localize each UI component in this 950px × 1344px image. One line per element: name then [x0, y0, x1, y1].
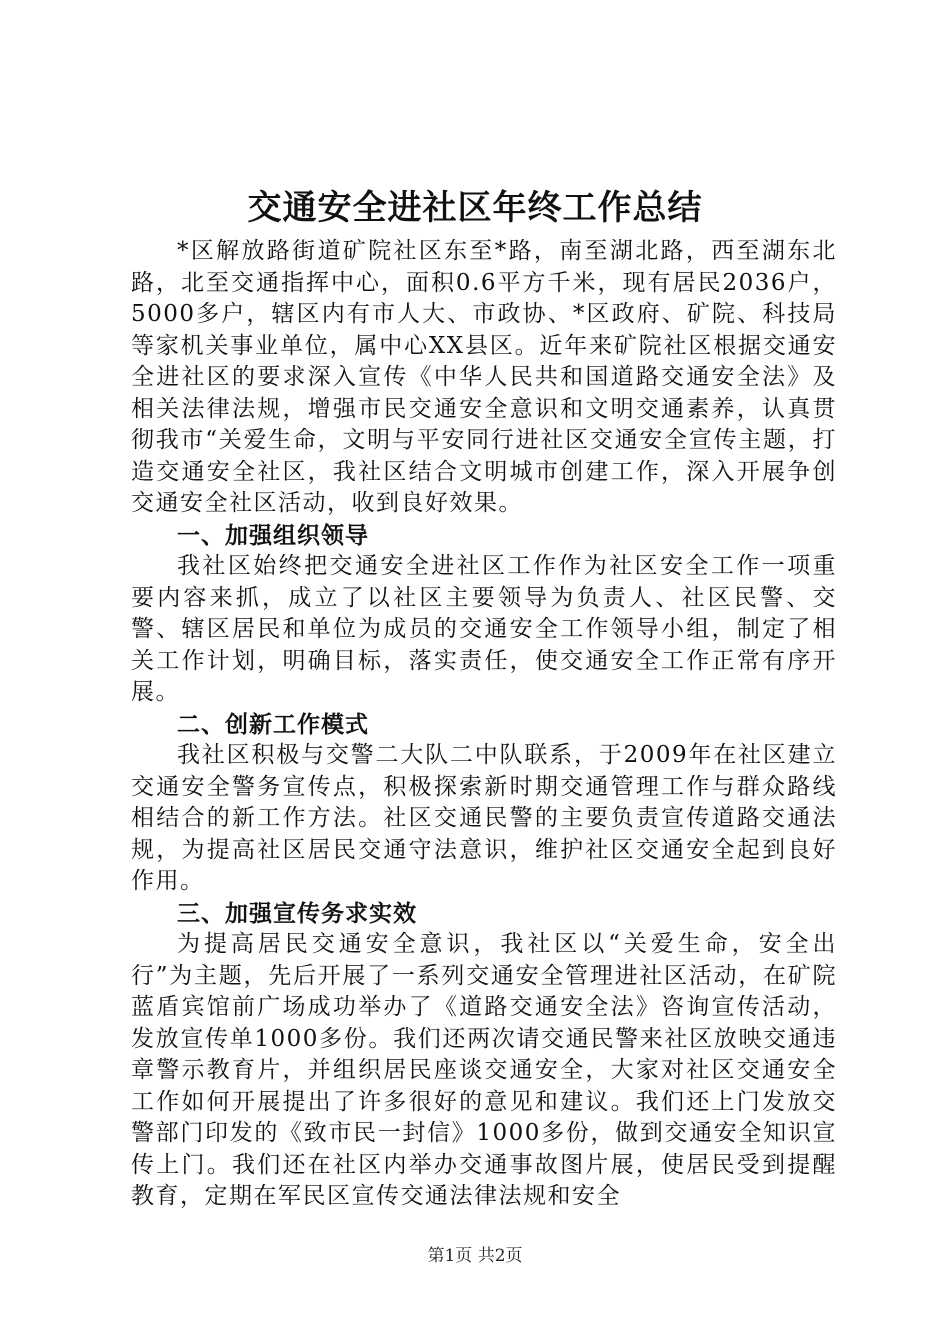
section-paragraph-3: 为提高居民交通安全意识，我社区以“关爱生命，安全出行”为主题，先后开展了一系列交通安全管理进社区活动，在矿院蓝盾宾馆前广场成功举办了《道路交通安全法》咨询宣传活动，发放宣传单1000多份。我们还两次请交通民警来社区放映交通违章警示教育片，并组织居民座谈交通安全，大家对社区交通安全工作如何开展提出了许多很好的意见和建议。我们还上门发放交警部门印发的《致市民一封信》1000多份，做到交通安全知识宣传上门。我们还在社区内举办交通事故图片展，使居民受到提醒教育，定期在军民区宣传交通法律法规和安全: [131, 931, 837, 1209]
document-body: [131, 236, 837, 1213]
section-heading-3: 三、加强宣传务求实效: [177, 899, 417, 927]
section-paragraph-1: 我社区始终把交通安全进社区工作作为社区安全工作一项重要内容来抓，成立了以社区主要领导为负责人、社区民警、交警、辖区居民和单位为成员的交通安全工作领导小组，制定了相关工作计划，明确目标，落实责任，使交通安全工作正常有序开展。: [131, 553, 837, 705]
page-number-footer: 第1页 共2页: [427, 1246, 523, 1266]
section-heading-2: 二、创新工作模式: [177, 710, 369, 738]
document-title: 交通安全进社区年终工作总结: [247, 188, 703, 228]
intro-paragraph: *区解放路街道矿院社区东至*路，南至湖北路，西至湖东北路，北至交通指挥中心，面积0.6平方千米，现有居民2036户，5000多户，辖区内有市人大、市政协、*区政府、矿院、科技局等家机关事业单位，属中心XX县区。近年来矿院社区根据交通安全进社区的要求深入宣传《中华人民共和国道路交通安全法》及相关法律法规，增强市民交通安全意识和文明交通素养，认真贯彻我市“关爱生命，文明与平安同行进社区交通安全宣传主题，打造交通安全社区，我社区结合文明城市创建工作，深入开展争创交通安全社区活动，收到良好效果。: [131, 238, 837, 516]
section-heading-1: 一、加强组织领导: [177, 521, 369, 549]
section-paragraph-2: 我社区积极与交警二大队二中队联系，于2009年在社区建立交通安全警务宣传点，积极探索新时期交通管理工作与群众路线相结合的新工作方法。社区交通民警的主要负责宣传道路交通法规，为提高社区居民交通守法意识，维护社区交通安全起到良好作用。: [131, 742, 837, 894]
